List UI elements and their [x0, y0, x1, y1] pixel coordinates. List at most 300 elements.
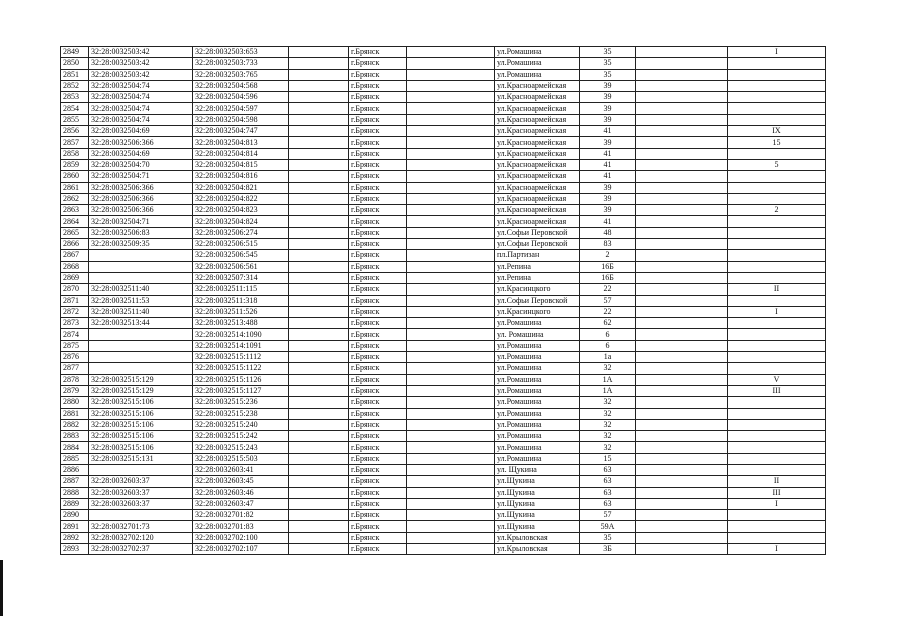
empty-cell	[636, 408, 728, 419]
row-number-cell: 2851	[61, 69, 89, 80]
row-number-cell: 2861	[61, 182, 89, 193]
block-cadastral-number-cell: 32:28:0032504:71	[89, 171, 193, 182]
empty-cell	[636, 498, 728, 509]
house-number-cell: 39	[580, 80, 636, 91]
house-number-cell: 63	[580, 464, 636, 475]
table-row	[61, 476, 826, 487]
block-cadastral-number-cell: 32:28:0032702:37	[89, 544, 193, 555]
block-cadastral-number-cell: 32:28:0032603:37	[89, 498, 193, 509]
block-cadastral-number-cell: 32:28:0032504:69	[89, 126, 193, 137]
row-number-cell: 2864	[61, 216, 89, 227]
street-cell: ул.Ромашина	[495, 419, 580, 430]
table-row	[61, 250, 826, 261]
empty-cell	[636, 250, 728, 261]
empty-cell	[407, 318, 495, 329]
premises-number-cell	[728, 408, 826, 419]
object-cadastral-number-cell: 32:28:0032603:46	[193, 487, 289, 498]
empty-cell	[636, 340, 728, 351]
empty-cell	[407, 182, 495, 193]
object-cadastral-number-cell: 32:28:0032504:823	[193, 205, 289, 216]
table-row	[61, 295, 826, 306]
street-cell: ул.Софьи Перовской	[495, 239, 580, 250]
row-number-cell: 2881	[61, 408, 89, 419]
object-cadastral-number-cell: 32:28:0032515:238	[193, 408, 289, 419]
row-number-cell: 2859	[61, 159, 89, 170]
premises-number-cell: III	[728, 487, 826, 498]
empty-cell	[289, 261, 349, 272]
block-cadastral-number-cell: 32:28:0032506:366	[89, 205, 193, 216]
block-cadastral-number-cell: 32:28:0032702:120	[89, 532, 193, 543]
table-row	[61, 431, 826, 442]
premises-number-cell: V	[728, 374, 826, 385]
empty-cell	[636, 510, 728, 521]
row-number-cell: 2882	[61, 419, 89, 430]
row-number-cell: 2854	[61, 103, 89, 114]
block-cadastral-number-cell: 32:28:0032509:35	[89, 239, 193, 250]
block-cadastral-number-cell: 32:28:0032503:42	[89, 58, 193, 69]
empty-cell	[636, 385, 728, 396]
city-cell: г.Брянск	[349, 442, 407, 453]
street-cell: ул.Красноармейская	[495, 193, 580, 204]
premises-number-cell	[728, 239, 826, 250]
premises-number-cell: 15	[728, 137, 826, 148]
house-number-cell: 32	[580, 408, 636, 419]
empty-cell	[636, 544, 728, 555]
house-number-cell: 63	[580, 487, 636, 498]
empty-cell	[289, 216, 349, 227]
object-cadastral-number-cell: 32:28:0032701:83	[193, 521, 289, 532]
house-number-cell: 59А	[580, 521, 636, 532]
object-cadastral-number-cell: 32:28:0032504:816	[193, 171, 289, 182]
empty-cell	[289, 306, 349, 317]
row-number-cell: 2855	[61, 114, 89, 125]
city-cell: г.Брянск	[349, 431, 407, 442]
block-cadastral-number-cell: 32:28:0032506:366	[89, 182, 193, 193]
city-cell: г.Брянск	[349, 69, 407, 80]
house-number-cell: 15	[580, 453, 636, 464]
object-cadastral-number-cell: 32:28:0032515:1112	[193, 352, 289, 363]
empty-cell	[636, 227, 728, 238]
object-cadastral-number-cell: 32:28:0032603:45	[193, 476, 289, 487]
row-number-cell: 2874	[61, 329, 89, 340]
empty-cell	[289, 510, 349, 521]
empty-cell	[636, 532, 728, 543]
street-cell: ул.Красноармейская	[495, 159, 580, 170]
row-number-cell: 2875	[61, 340, 89, 351]
empty-cell	[407, 510, 495, 521]
premises-number-cell	[728, 442, 826, 453]
street-cell: ул.Ромашина	[495, 352, 580, 363]
table-row	[61, 397, 826, 408]
house-number-cell: 62	[580, 318, 636, 329]
house-number-cell: 6	[580, 340, 636, 351]
empty-cell	[636, 306, 728, 317]
city-cell: г.Брянск	[349, 205, 407, 216]
street-cell: ул.Ромашина	[495, 69, 580, 80]
house-number-cell: 41	[580, 171, 636, 182]
object-cadastral-number-cell: 32:28:0032506:274	[193, 227, 289, 238]
premises-number-cell	[728, 453, 826, 464]
street-cell: ул.Репина	[495, 261, 580, 272]
city-cell: г.Брянск	[349, 340, 407, 351]
object-cadastral-number-cell: 32:28:0032701:82	[193, 510, 289, 521]
street-cell: ул.Ромашина	[495, 47, 580, 58]
block-cadastral-number-cell	[89, 272, 193, 283]
premises-number-cell	[728, 114, 826, 125]
premises-number-cell	[728, 510, 826, 521]
empty-cell	[407, 476, 495, 487]
table-row	[61, 159, 826, 170]
object-cadastral-number-cell: 32:28:0032503:733	[193, 58, 289, 69]
table-row	[61, 261, 826, 272]
house-number-cell: 39	[580, 182, 636, 193]
object-cadastral-number-cell: 32:28:0032511:115	[193, 284, 289, 295]
empty-cell	[289, 352, 349, 363]
city-cell: г.Брянск	[349, 487, 407, 498]
object-cadastral-number-cell: 32:28:0032603:41	[193, 464, 289, 475]
house-number-cell: 1А	[580, 385, 636, 396]
object-cadastral-number-cell: 32:28:0032504:821	[193, 182, 289, 193]
table-row	[61, 272, 826, 283]
block-cadastral-number-cell: 32:28:0032511:40	[89, 306, 193, 317]
table-row	[61, 284, 826, 295]
table-row	[61, 80, 826, 91]
street-cell: ул.Софьи Перовской	[495, 227, 580, 238]
empty-cell	[407, 58, 495, 69]
row-number-cell: 2879	[61, 385, 89, 396]
row-number-cell: 2893	[61, 544, 89, 555]
empty-cell	[407, 148, 495, 159]
block-cadastral-number-cell: 32:28:0032506:83	[89, 227, 193, 238]
empty-cell	[407, 487, 495, 498]
empty-cell	[636, 69, 728, 80]
block-cadastral-number-cell: 32:28:0032515:131	[89, 453, 193, 464]
premises-number-cell	[728, 340, 826, 351]
row-number-cell: 2892	[61, 532, 89, 543]
row-number-cell: 2871	[61, 295, 89, 306]
block-cadastral-number-cell	[89, 329, 193, 340]
house-number-cell: 32	[580, 397, 636, 408]
empty-cell	[636, 92, 728, 103]
row-number-cell: 2886	[61, 464, 89, 475]
street-cell: ул.Красноармейская	[495, 171, 580, 182]
block-cadastral-number-cell	[89, 352, 193, 363]
row-number-cell: 2889	[61, 498, 89, 509]
empty-cell	[407, 340, 495, 351]
empty-cell	[407, 498, 495, 509]
house-number-cell: 48	[580, 227, 636, 238]
row-number-cell: 2876	[61, 352, 89, 363]
empty-cell	[289, 114, 349, 125]
empty-cell	[636, 216, 728, 227]
house-number-cell: 83	[580, 239, 636, 250]
premises-number-cell	[728, 227, 826, 238]
table-row	[61, 318, 826, 329]
row-number-cell: 2865	[61, 227, 89, 238]
table-row	[61, 419, 826, 430]
empty-cell	[407, 329, 495, 340]
row-number-cell: 2880	[61, 397, 89, 408]
table-row	[61, 148, 826, 159]
empty-cell	[289, 227, 349, 238]
city-cell: г.Брянск	[349, 498, 407, 509]
premises-number-cell: I	[728, 306, 826, 317]
premises-number-cell	[728, 318, 826, 329]
empty-cell	[636, 205, 728, 216]
object-cadastral-number-cell: 32:28:0032513:488	[193, 318, 289, 329]
premises-number-cell	[728, 532, 826, 543]
block-cadastral-number-cell: 32:28:0032504:74	[89, 92, 193, 103]
empty-cell	[289, 239, 349, 250]
premises-number-cell	[728, 329, 826, 340]
table-row	[61, 453, 826, 464]
empty-cell	[636, 126, 728, 137]
street-cell: ул.Щукина	[495, 510, 580, 521]
city-cell: г.Брянск	[349, 193, 407, 204]
empty-cell	[289, 544, 349, 555]
street-cell: пл.Партизан	[495, 250, 580, 261]
row-number-cell: 2884	[61, 442, 89, 453]
city-cell: г.Брянск	[349, 261, 407, 272]
empty-cell	[407, 453, 495, 464]
empty-cell	[407, 47, 495, 58]
table-row	[61, 227, 826, 238]
empty-cell	[289, 126, 349, 137]
block-cadastral-number-cell: 32:28:0032515:106	[89, 419, 193, 430]
table-row	[61, 374, 826, 385]
table-row	[61, 521, 826, 532]
block-cadastral-number-cell: 32:28:0032504:70	[89, 159, 193, 170]
block-cadastral-number-cell: 32:28:0032515:106	[89, 408, 193, 419]
empty-cell	[407, 397, 495, 408]
empty-cell	[289, 363, 349, 374]
object-cadastral-number-cell: 32:28:0032504:813	[193, 137, 289, 148]
street-cell: ул. Щукина	[495, 464, 580, 475]
block-cadastral-number-cell	[89, 261, 193, 272]
table-row	[61, 498, 826, 509]
block-cadastral-number-cell: 32:28:0032515:106	[89, 442, 193, 453]
premises-number-cell	[728, 464, 826, 475]
empty-cell	[407, 114, 495, 125]
table-row	[61, 69, 826, 80]
street-cell: ул.Красноармейская	[495, 126, 580, 137]
row-number-cell: 2877	[61, 363, 89, 374]
empty-cell	[289, 329, 349, 340]
empty-cell	[289, 295, 349, 306]
object-cadastral-number-cell: 32:28:0032515:1126	[193, 374, 289, 385]
city-cell: г.Брянск	[349, 182, 407, 193]
row-number-cell: 2869	[61, 272, 89, 283]
empty-cell	[289, 374, 349, 385]
premises-number-cell: I	[728, 498, 826, 509]
city-cell: г.Брянск	[349, 329, 407, 340]
city-cell: г.Брянск	[349, 216, 407, 227]
table-row	[61, 532, 826, 543]
city-cell: г.Брянск	[349, 47, 407, 58]
block-cadastral-number-cell: 32:28:0032506:366	[89, 137, 193, 148]
house-number-cell: 3Б	[580, 544, 636, 555]
street-cell: ул.Красноармейская	[495, 182, 580, 193]
premises-number-cell	[728, 363, 826, 374]
premises-number-cell	[728, 148, 826, 159]
city-cell: г.Брянск	[349, 532, 407, 543]
empty-cell	[289, 284, 349, 295]
row-number-cell: 2862	[61, 193, 89, 204]
premises-number-cell	[728, 250, 826, 261]
table-row	[61, 205, 826, 216]
object-cadastral-number-cell: 32:28:0032515:1127	[193, 385, 289, 396]
empty-cell	[636, 397, 728, 408]
object-cadastral-number-cell: 32:28:0032515:242	[193, 431, 289, 442]
empty-cell	[289, 103, 349, 114]
scan-edge-mark	[0, 560, 3, 616]
object-cadastral-number-cell: 32:28:0032504:747	[193, 126, 289, 137]
city-cell: г.Брянск	[349, 114, 407, 125]
table-row	[61, 182, 826, 193]
empty-cell	[289, 137, 349, 148]
empty-cell	[289, 250, 349, 261]
object-cadastral-number-cell: 32:28:0032702:100	[193, 532, 289, 543]
empty-cell	[407, 385, 495, 396]
block-cadastral-number-cell: 32:28:0032511:53	[89, 295, 193, 306]
street-cell: ул.Ромашина	[495, 385, 580, 396]
empty-cell	[636, 487, 728, 498]
table-row	[61, 114, 826, 125]
block-cadastral-number-cell: 32:28:0032515:129	[89, 374, 193, 385]
empty-cell	[289, 92, 349, 103]
object-cadastral-number-cell: 32:28:0032515:503	[193, 453, 289, 464]
empty-cell	[636, 58, 728, 69]
block-cadastral-number-cell	[89, 340, 193, 351]
object-cadastral-number-cell: 32:28:0032504:596	[193, 92, 289, 103]
street-cell: ул.Крыловская	[495, 544, 580, 555]
premises-number-cell: 2	[728, 205, 826, 216]
block-cadastral-number-cell: 32:28:0032511:40	[89, 284, 193, 295]
object-cadastral-number-cell: 32:28:0032514:1091	[193, 340, 289, 351]
empty-cell	[289, 318, 349, 329]
premises-number-cell	[728, 182, 826, 193]
street-cell: ул.Ромашина	[495, 408, 580, 419]
table-row	[61, 58, 826, 69]
object-cadastral-number-cell: 32:28:0032515:236	[193, 397, 289, 408]
empty-cell	[636, 363, 728, 374]
block-cadastral-number-cell	[89, 363, 193, 374]
house-number-cell: 63	[580, 498, 636, 509]
street-cell: ул.Ромашина	[495, 318, 580, 329]
empty-cell	[407, 352, 495, 363]
row-number-cell: 2872	[61, 306, 89, 317]
empty-cell	[407, 284, 495, 295]
empty-cell	[289, 498, 349, 509]
house-number-cell: 41	[580, 126, 636, 137]
empty-cell	[636, 352, 728, 363]
house-number-cell: 41	[580, 148, 636, 159]
table-row	[61, 306, 826, 317]
table-row	[61, 510, 826, 521]
empty-cell	[289, 408, 349, 419]
empty-cell	[636, 171, 728, 182]
city-cell: г.Брянск	[349, 171, 407, 182]
empty-cell	[289, 159, 349, 170]
block-cadastral-number-cell	[89, 464, 193, 475]
row-number-cell: 2858	[61, 148, 89, 159]
block-cadastral-number-cell: 32:28:0032513:44	[89, 318, 193, 329]
premises-number-cell	[728, 272, 826, 283]
house-number-cell: 35	[580, 58, 636, 69]
street-cell: ул.Софьи Перовской	[495, 295, 580, 306]
empty-cell	[289, 272, 349, 283]
empty-cell	[636, 431, 728, 442]
empty-cell	[289, 69, 349, 80]
empty-cell	[407, 442, 495, 453]
house-number-cell: 35	[580, 47, 636, 58]
object-cadastral-number-cell: 32:28:0032504:568	[193, 80, 289, 91]
block-cadastral-number-cell: 32:28:0032504:71	[89, 216, 193, 227]
empty-cell	[407, 521, 495, 532]
block-cadastral-number-cell: 32:28:0032603:37	[89, 487, 193, 498]
empty-cell	[636, 103, 728, 114]
empty-cell	[407, 103, 495, 114]
empty-cell	[289, 453, 349, 464]
row-number-cell: 2857	[61, 137, 89, 148]
premises-number-cell	[728, 80, 826, 91]
table-row	[61, 47, 826, 58]
empty-cell	[407, 250, 495, 261]
street-cell: ул.Красноармейская	[495, 137, 580, 148]
block-cadastral-number-cell: 32:28:0032504:69	[89, 148, 193, 159]
empty-cell	[407, 80, 495, 91]
empty-cell	[289, 148, 349, 159]
street-cell: ул.Щукина	[495, 498, 580, 509]
premises-number-cell	[728, 521, 826, 532]
object-cadastral-number-cell: 32:28:0032514:1090	[193, 329, 289, 340]
street-cell: ул. Ромашина	[495, 329, 580, 340]
row-number-cell: 2887	[61, 476, 89, 487]
street-cell: ул.Щукина	[495, 487, 580, 498]
empty-cell	[407, 239, 495, 250]
street-cell: ул.Крыловская	[495, 532, 580, 543]
object-cadastral-number-cell: 32:28:0032702:107	[193, 544, 289, 555]
object-cadastral-number-cell: 32:28:0032506:515	[193, 239, 289, 250]
house-number-cell: 32	[580, 442, 636, 453]
empty-cell	[407, 137, 495, 148]
table-row	[61, 216, 826, 227]
empty-cell	[636, 419, 728, 430]
row-number-cell: 2853	[61, 92, 89, 103]
street-cell: ул.Красинцкого	[495, 284, 580, 295]
empty-cell	[289, 532, 349, 543]
table-row	[61, 487, 826, 498]
empty-cell	[407, 69, 495, 80]
premises-number-cell	[728, 352, 826, 363]
city-cell: г.Брянск	[349, 453, 407, 464]
city-cell: г.Брянск	[349, 510, 407, 521]
premises-number-cell	[728, 419, 826, 430]
premises-number-cell: II	[728, 284, 826, 295]
empty-cell	[636, 182, 728, 193]
block-cadastral-number-cell	[89, 510, 193, 521]
empty-cell	[289, 521, 349, 532]
block-cadastral-number-cell: 32:28:0032503:42	[89, 47, 193, 58]
street-cell: ул.Ромашина	[495, 58, 580, 69]
empty-cell	[407, 159, 495, 170]
street-cell: ул.Репина	[495, 272, 580, 283]
city-cell: г.Брянск	[349, 148, 407, 159]
empty-cell	[636, 47, 728, 58]
street-cell: ул.Ромашина	[495, 340, 580, 351]
object-cadastral-number-cell: 32:28:0032503:765	[193, 69, 289, 80]
city-cell: г.Брянск	[349, 58, 407, 69]
